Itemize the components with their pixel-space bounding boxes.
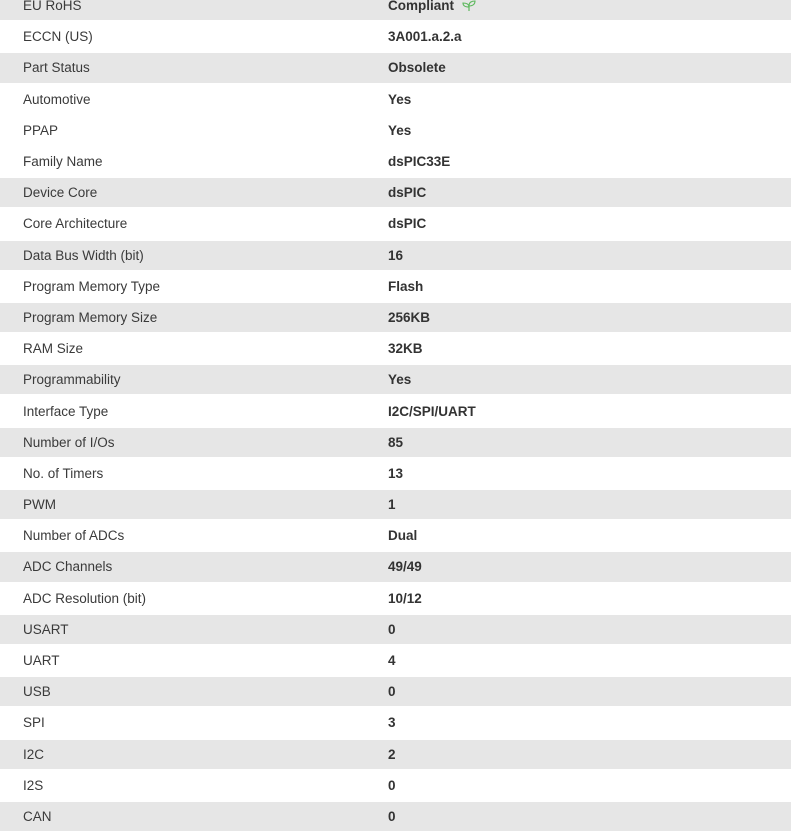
- spec-label: UART: [23, 653, 60, 669]
- spec-row: [0, 85, 791, 116]
- spec-value: dsPIC: [388, 185, 427, 201]
- spec-row: [0, 178, 791, 209]
- spec-value: 49/49: [388, 559, 422, 575]
- spec-row: [0, 396, 791, 427]
- spec-row: [0, 303, 791, 334]
- spec-label: ADC Resolution (bit): [23, 590, 147, 606]
- spec-row: [0, 584, 791, 615]
- spec-row: [0, 615, 791, 646]
- spec-value: 32KB: [388, 341, 423, 357]
- spec-value: Flash: [388, 278, 424, 294]
- spec-row: [0, 209, 791, 240]
- spec-row: [0, 740, 791, 771]
- spec-label: CAN: [23, 808, 52, 824]
- spec-row: [0, 241, 791, 272]
- spec-label: I2S: [23, 777, 44, 793]
- spec-value: 0: [388, 777, 396, 793]
- spec-row: [0, 552, 791, 583]
- spec-row: [0, 521, 791, 552]
- spec-row: [0, 334, 791, 365]
- spec-label: No. of Timers: [23, 465, 104, 481]
- spec-row: [0, 22, 791, 53]
- spec-value: Obsolete: [388, 60, 446, 76]
- spec-value: 3: [388, 715, 396, 731]
- spec-value: 4: [388, 653, 396, 669]
- spec-value-text: Compliant: [388, 0, 454, 14]
- spec-label: PWM: [23, 497, 56, 513]
- spec-row: [0, 708, 791, 739]
- spec-row: [0, 272, 791, 303]
- spec-label: I2C: [23, 746, 45, 762]
- spec-value: Dual: [388, 528, 418, 544]
- spec-label: Program Memory Type: [23, 278, 161, 294]
- leaf-icon: [462, 0, 476, 12]
- spec-label: USB: [23, 684, 51, 700]
- spec-value: 3A001.a.2.a: [388, 29, 462, 45]
- spec-row: [0, 771, 791, 802]
- spec-row: [0, 53, 791, 84]
- spec-row: [0, 646, 791, 677]
- spec-label: USART: [23, 621, 69, 637]
- spec-label: Number of ADCs: [23, 528, 125, 544]
- spec-row: [0, 802, 791, 833]
- spec-row: [0, 0, 791, 22]
- spec-label: PPAP: [23, 122, 59, 138]
- spec-label: Interface Type: [23, 403, 109, 419]
- spec-label: Core Architecture: [23, 216, 128, 232]
- spec-row: [0, 490, 791, 521]
- spec-value: 1: [388, 497, 396, 513]
- spec-label: RAM Size: [23, 341, 84, 357]
- spec-value: Yes: [388, 91, 412, 107]
- spec-row: [0, 147, 791, 178]
- spec-label: Automotive: [23, 91, 91, 107]
- spec-label: SPI: [23, 715, 45, 731]
- spec-label: Program Memory Size: [23, 309, 158, 325]
- spec-value: 0: [388, 684, 396, 700]
- spec-row: [0, 459, 791, 490]
- spec-row: [0, 116, 791, 147]
- spec-label: EU RoHS: [23, 0, 82, 14]
- spec-value: 13: [388, 465, 404, 481]
- spec-value: 85: [388, 434, 404, 450]
- spec-value: 16: [388, 247, 404, 263]
- spec-value: Yes: [388, 122, 412, 138]
- spec-label: ADC Channels: [23, 559, 113, 575]
- spec-row: [0, 365, 791, 396]
- spec-label: Device Core: [23, 185, 98, 201]
- spec-row: [0, 428, 791, 459]
- spec-label: Programmability: [23, 372, 121, 388]
- spec-value: 10/12: [388, 590, 422, 606]
- spec-row: [0, 677, 791, 708]
- spec-value: dsPIC33E: [388, 154, 451, 170]
- spec-value: [388, 0, 791, 13]
- spec-label: Data Bus Width (bit): [23, 247, 144, 263]
- spec-value: 256KB: [388, 309, 431, 325]
- spec-value: 0: [388, 808, 396, 824]
- spec-label: ECCN (US): [23, 29, 93, 45]
- spec-value: 2: [388, 746, 396, 762]
- spec-value: Yes: [388, 372, 412, 388]
- spec-value: dsPIC: [388, 216, 427, 232]
- spec-value: I2C/SPI/UART: [388, 403, 476, 419]
- spec-label: Number of I/Os: [23, 434, 115, 450]
- spec-label: Part Status: [23, 60, 90, 76]
- spec-value: 0: [388, 621, 396, 637]
- spec-label: Family Name: [23, 154, 103, 170]
